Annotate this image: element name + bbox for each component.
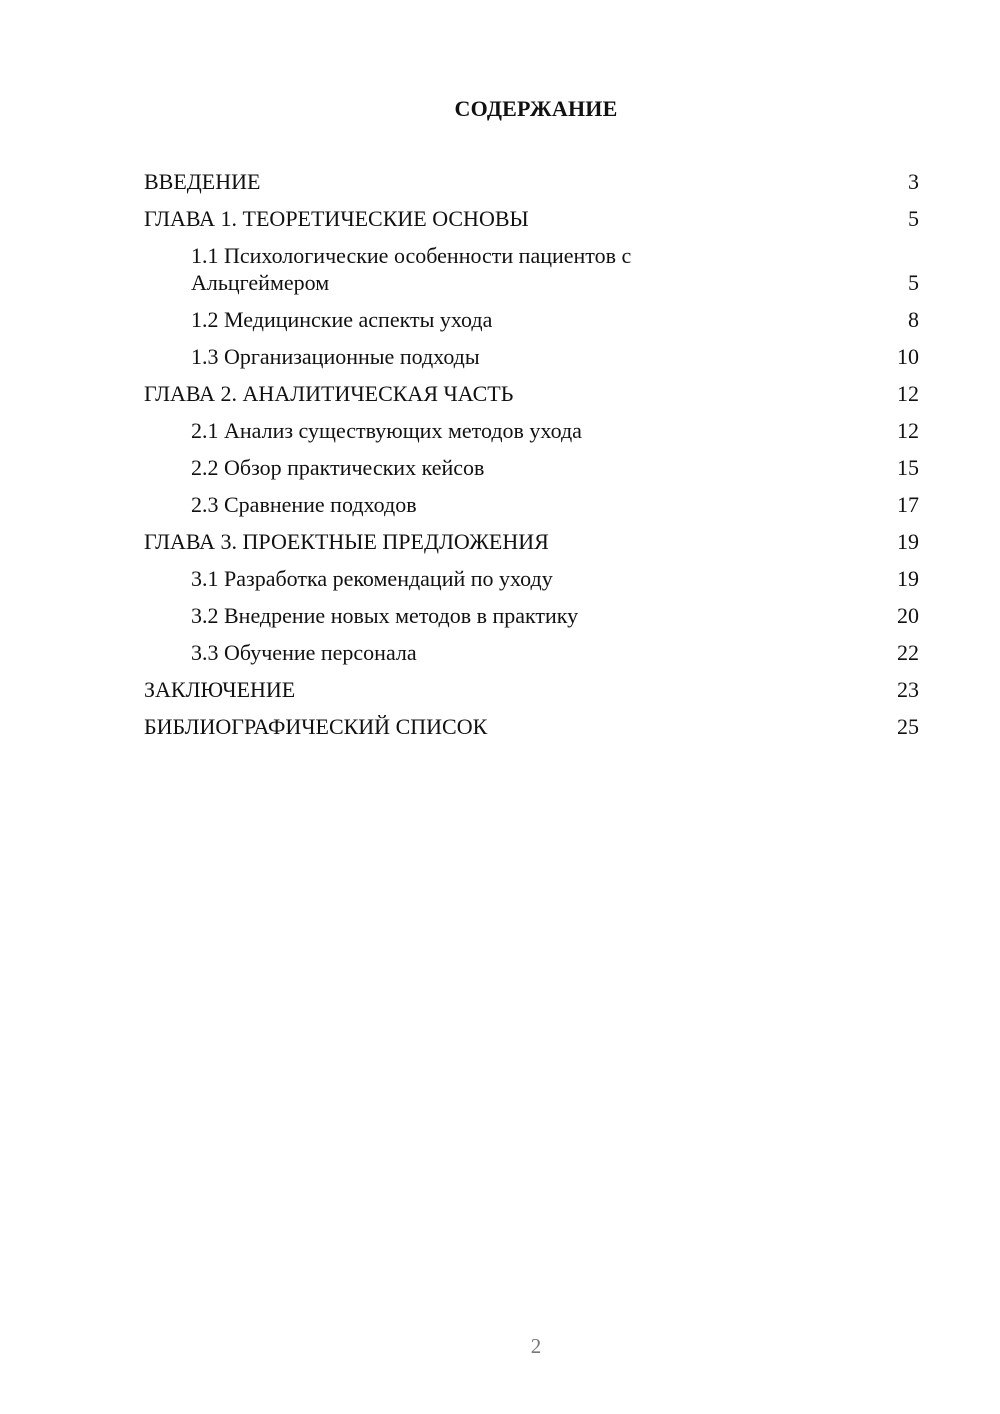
- toc-title: СОДЕРЖАНИЕ: [454, 96, 618, 121]
- toc-entry-label: 1.2 Медицинские аспекты ухода: [191, 307, 493, 332]
- toc-entry-page: 5: [908, 270, 919, 295]
- toc-entry-section-2-2[interactable]: [144, 454, 919, 481]
- toc-entry-chapter-2[interactable]: [144, 380, 919, 407]
- toc-entry-section-3-3[interactable]: [144, 639, 919, 666]
- toc-entry-bibliography[interactable]: [144, 713, 919, 740]
- toc-entry-section-2-3[interactable]: [144, 491, 919, 518]
- toc-entry-conclusion[interactable]: [144, 676, 919, 703]
- toc-entry-section-1-3[interactable]: [144, 343, 919, 370]
- toc-entry-chapter-3[interactable]: [144, 528, 919, 555]
- toc-entry-section-1-2[interactable]: [144, 306, 919, 333]
- toc-entry-page: 12: [897, 381, 919, 406]
- toc-entry-page: 19: [897, 566, 919, 591]
- toc-entry-label: ВВЕДЕНИЕ: [144, 169, 261, 194]
- toc-entry-label: 1.3 Организационные подходы: [191, 344, 480, 369]
- toc-entry-section-1-1[interactable]: [144, 242, 919, 296]
- toc-entry-label: 2.1 Анализ существующих методов ухода: [191, 418, 582, 443]
- toc-entry-label: ЗАКЛЮЧЕНИЕ: [144, 677, 296, 702]
- page-number: 2: [530, 1334, 542, 1358]
- toc-entry-page: 19: [897, 529, 919, 554]
- toc-entry-label: 3.1 Разработка рекомендаций по уходу: [191, 566, 553, 591]
- toc-entry-label: 2.3 Сравнение подходов: [191, 492, 417, 517]
- toc-entry-label: ГЛАВА 1. ТЕОРЕТИЧЕСКИЕ ОСНОВЫ: [144, 206, 529, 231]
- toc-entry-section-3-2[interactable]: [144, 602, 919, 629]
- toc-entry-section-2-1[interactable]: [144, 417, 919, 444]
- toc-entry-page: 20: [897, 603, 919, 628]
- toc-entry-page: 23: [897, 677, 919, 702]
- toc-entry-label: ГЛАВА 3. ПРОЕКТНЫЕ ПРЕДЛОЖЕНИЯ: [144, 529, 549, 554]
- toc-entry-introduction[interactable]: [144, 168, 919, 195]
- toc-entry-page: 17: [897, 492, 919, 517]
- toc-entry-page: 5: [908, 206, 919, 231]
- toc-entry-label: 3.3 Обучение персонала: [191, 640, 417, 665]
- table-of-contents: [144, 168, 919, 750]
- toc-entry-page: 8: [908, 307, 919, 332]
- toc-entry-label: 3.2 Внедрение новых методов в практику: [191, 603, 579, 628]
- toc-entry-label: БИБЛИОГРАФИЧЕСКИЙ СПИСОК: [144, 714, 488, 739]
- toc-entry-label: 2.2 Обзор практических кейсов: [191, 455, 485, 480]
- toc-entry-label: 1.1 Психологические особенности пациентов с Альцгеймером: [191, 243, 632, 295]
- toc-entry-page: 25: [897, 714, 919, 739]
- toc-entry-page: 10: [897, 344, 919, 369]
- toc-entry-label: ГЛАВА 2. АНАЛИТИЧЕСКАЯ ЧАСТЬ: [144, 381, 514, 406]
- toc-entry-section-3-1[interactable]: [144, 565, 919, 592]
- toc-entry-page: 3: [908, 169, 919, 194]
- toc-entry-page: 12: [897, 418, 919, 443]
- toc-entry-chapter-1[interactable]: [144, 205, 919, 232]
- toc-entry-page: 22: [897, 640, 919, 665]
- toc-entry-page: 15: [897, 455, 919, 480]
